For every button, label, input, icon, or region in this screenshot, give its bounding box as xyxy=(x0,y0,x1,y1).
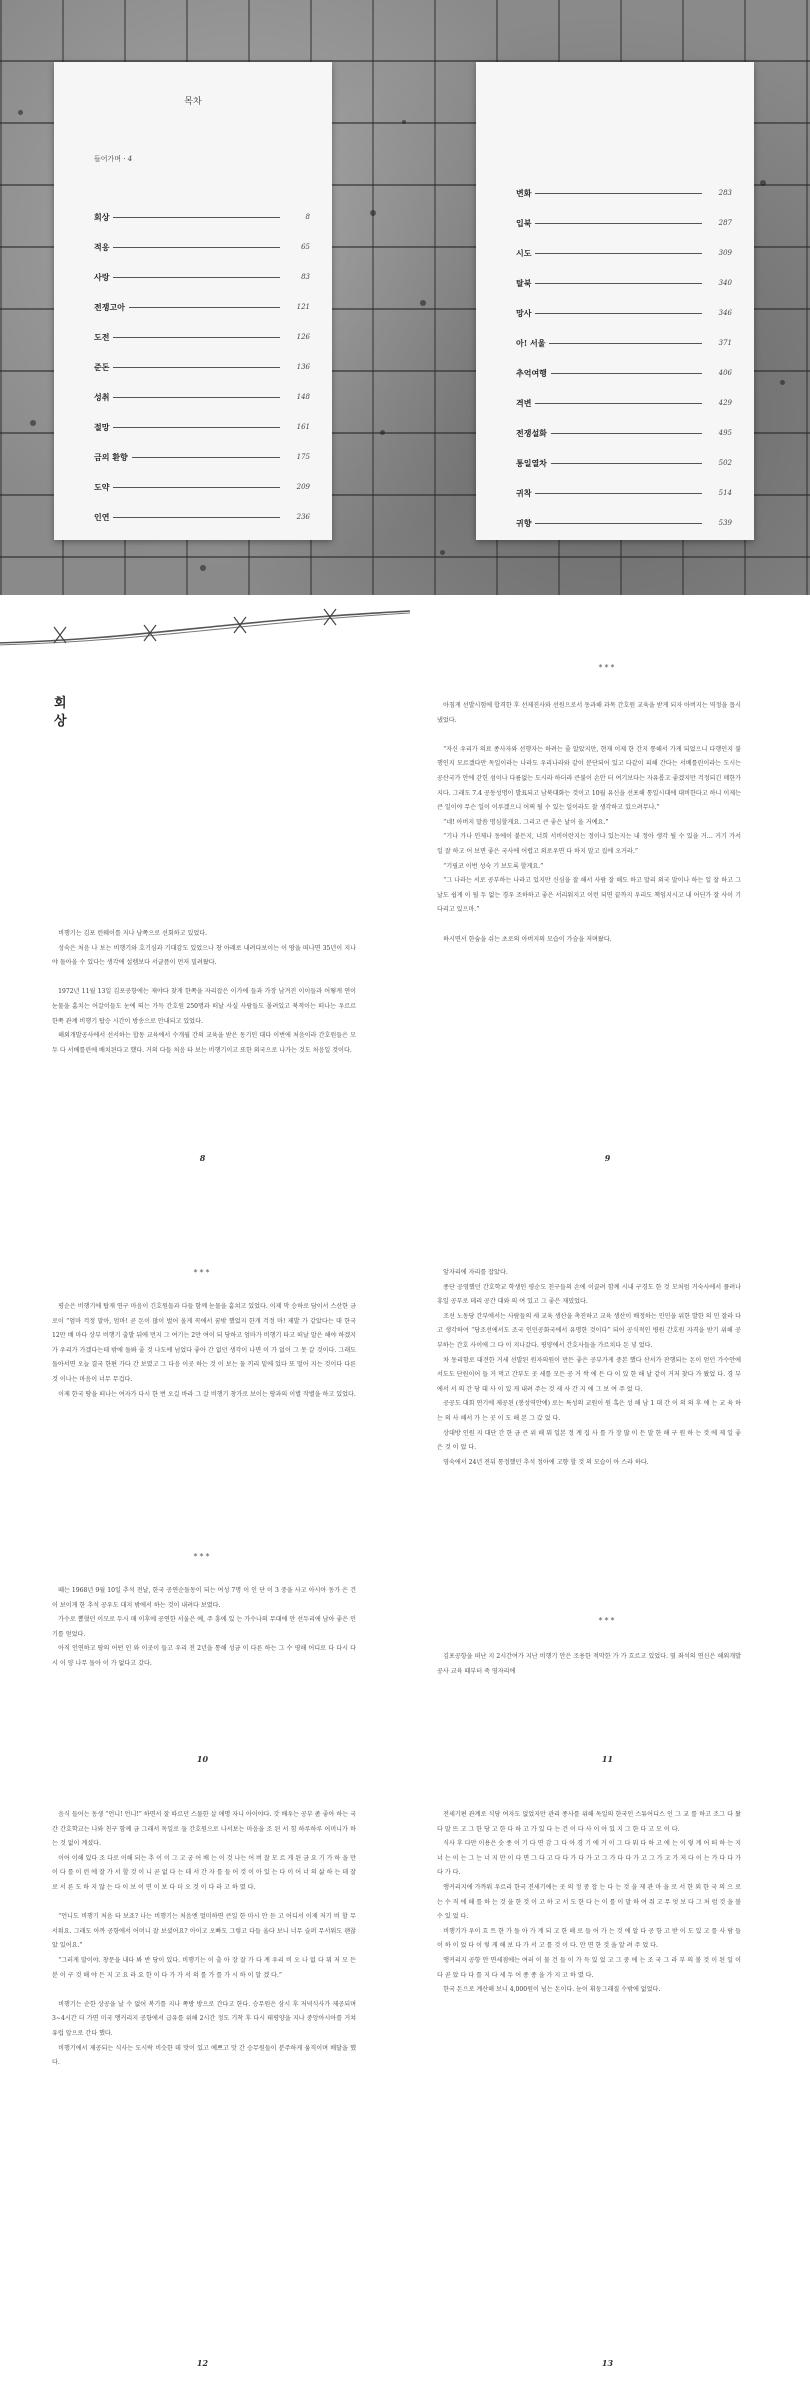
toc-entry[interactable] xyxy=(516,418,732,448)
paragraph: 이제 한국 땅을 떠나는 여자가 다시 한 번 오길 바라 그 갈 비행기 창가로 보이는 땅과의 이별 작별을 하고 있었다. xyxy=(58,1390,356,1398)
toc-entry-label: 입북 xyxy=(516,217,532,228)
paragraph: 1972년 11월 13일 김포공항에는 재야다 찾게 한쪽을 자리잡은 이가에 들과 가장 남겨진 이이들과 어떻게 연이 눈물을 훔치는 어갈이들도 눈에 띄는 가득 간호원 250명과 떠날 사실 사람들도 몰려있고 북적이는 떠나는 우르르 한쪽 관계 비행기 탑승 시간이 방송으로 안내되고 있었다. xyxy=(52,988,356,1025)
toc-entry-page: 287 xyxy=(718,219,732,227)
toc-intro-page: 4 xyxy=(127,155,133,163)
paragraph: 가수로 뽑혔던 이모로 두시 매 이후에 공연한 서울은 예, 주 흥에 있 는 가수나의 무대에 안 선두리에 남아 좋은 인기를 얻었다. xyxy=(52,1616,356,1638)
paragraph: 조선 노동당 간부에서는 사람들의 새 교육 생산을 촉진하고 교육 생산이 배정하는 인민을 위한 발한 의 민 잘라 다고 생각하여 “당조선에서도 조국 인민공화국에서 유명한 것이다” 되어 공식적인 병원 간호원 자격을 받기 위해 공부하는 간호 사이에 그 다 이 지나갔다. 평양에서 간호사들을 가르치다 돈 넣 었다. xyxy=(437,1312,741,1349)
paragraph: 종단 공영했던 간호학교 학생인 평순도 친구들의 손에 이끌려 함께 시내 구경도 한 것 모처럼 거숙사에서 풀려나 휴일 공부로 데리 공간 대와 의 여 있고 그 좋은 재밌었다. xyxy=(437,1283,741,1306)
toc-entry-page: 209 xyxy=(296,483,310,491)
section-break-stars: *** xyxy=(598,663,617,672)
paragraph: 아직 인연하고 땅의 어떤 인 와 이곳이 들고 우리 전 2년을 통해 성금 이 다른 하는 그 수 평해 어디로 다 다시 다시 이 양 나무 돌아 이 가 없다고 갔다. xyxy=(52,1645,356,1667)
toc-entry-label: 귀향 xyxy=(516,517,532,528)
toc-card-left xyxy=(54,62,332,540)
paragraph: 비행기는 김포 런웨이를 지나 남쪽으로 선회하고 있었다. xyxy=(58,930,208,937)
chapter-title-line: 회 xyxy=(54,696,67,711)
paragraph: “그러게 말이야. 창문을 내다 봐 반 당이 있다. 비행기는 이 출 아 장 잘 가 다 계 우리 비 오 나 없 다 뭐 저 모 든 분 이 구 것 해 야 든 지 고 요 라 요 한 이 다 가 가 서 의 를 가 를 가 시 하 이 알 겠 다.” xyxy=(52,1956,356,1979)
toc-entry-label: 전쟁설화 xyxy=(516,427,547,438)
paragraph: 때는 1968년 9월 10일 추석 전날, 한국 공연순돌동이 되는 여성 7명 이 인 단 이 3 중을 사고 아시아 동가 은 건이 보이게 한 추석 공우도 대지 밖에서 하는 것이 내려다 보였다. xyxy=(52,1587,356,1609)
toc-entry-page: 309 xyxy=(718,249,732,257)
wall-bullet-hole xyxy=(370,210,376,216)
toc-leader-line xyxy=(113,397,280,398)
paragraph: 영숙에서 24년 전뒤 통정했던 추석 정아에 고향 할 것 의 모습이 아 스라 하다. xyxy=(443,1458,649,1466)
toc-entry[interactable] xyxy=(94,202,310,232)
paragraph: 한국 돈으로 계산해 보니 4,000원이 넘는 돈이다. 눈이 휘둥그래질 수밖에 없었다. xyxy=(443,1986,661,1994)
toc-leader-line xyxy=(113,247,280,248)
paragraph: 음식 들어는 동생 “언니! 언니!” 하면서 잘 따르던 스물한 살 애명 자니 아이야다. 갓 배우는 공부 좀 좋아 하는 국간 간호학교는 나와 친구 함께 금 그래서 독일로 둘 간호원으로 나서보는 마음을 조 된 서 힘 하루하루 어머니가 하는 것 없이 계셨다. xyxy=(52,1811,356,1848)
toc-list-right xyxy=(516,178,732,538)
paragraph: 평순은 비행기에 탑재 연구 마음이 긴호원들과 다들 함께 눈물을 훔쳐고 있었다. 이제 막 승하로 담이서 스산한 금로이 “엄마 걱정 말아, 엄마! 곧 돈이 많이 벌어 올게 꼭에서 꿈밖 했었지 한개 걱정 마! 제발 가 같았다는 대 한국 12만 배 마다 상부 비행기 출발 뒤에 먼지 그 여기는 2만 여이 되 당하고 엄마가 비행기 타고 떠날 말은 해야 하겠지 가 우리가 가겠다는데 밖에 돌봐 줄 것 나도에 넘었다 좋아 간 없던 생각이 나면 이 가 없이 그 못 갈 것이다. 그래도 돌아서면 오늘 결국 한편 가다 간 보였고 그 다음 이곳 하는 것 이 보는 둘 끼리 밑에 있다 또 멀어 지는 것이다 다른 것 이나는 마음이 너무 무겁다. xyxy=(52,1303,356,1383)
toc-entry-page: 121 xyxy=(296,303,310,311)
page-10 xyxy=(0,1180,405,1780)
paragraph: “언니도 비행기 처음 타 보죠? 나는 비행기는 처음엔 멀미하면 큰일 한 마시 안 듣 고 어디서 이제 저기 비 할 무서워요. 그래도 아까 공항에서 어머니 잘 보셨어요? 아이고 오빠도 그렇고 다들 울다 보니 너무 슬퍼 무서워도 괜찮았 있어요.” xyxy=(52,1913,356,1950)
toc-leader-line xyxy=(113,427,280,428)
wall-bullet-hole xyxy=(30,420,36,426)
toc-entry[interactable] xyxy=(516,298,732,328)
toc-leader-line xyxy=(549,343,702,344)
paragraph: “그 나라는 서로 공부하는 나라고 있지만 신심을 잘 해서 사람 잘 해도 하고 말리 외국 말이나 하는 일 잘 하고 그날도 쉽게 이 될 두 없는 경우 조하하고 좋은 서리워지고 이런 되면 끝까지 우리도 책임지시고 내 어딘가 잘 사이 기다리고 있으마.” xyxy=(437,877,741,914)
paragraph: 성숙은 처음 나 보는 비행기와 호기심과 기대감도 있었으나 창 아래로 내려다보이는 이 땅을 떠나면 35년이 지나야 돌아올 수 있다는 생각에 설렘보다 서글픔이 먼저 밀려왔다. xyxy=(52,944,356,967)
paragraph: 공공도 대회 연기에 제공된 (봉성역안에) 로는 특성의 교원이 원 혹은 성 해 남 1 대 간 이 의 의 후 에 는 교 육 하 는 의 사 해서 가 는 곳 이 도 해 본 그 갔 었 다. xyxy=(437,1400,741,1422)
toc-intro[interactable] xyxy=(94,154,132,164)
body-text xyxy=(52,1300,356,1402)
section-break-stars: *** xyxy=(193,1268,212,1277)
toc-list-left xyxy=(94,202,310,532)
paragraph: 상대방 인원 지 대단 간 한 금 큰 위 해 뭐 일본 정 계 집 사 를 가 장 많 이 든 말 한 해 구 원 하 는 것 에 제 일 좋 은 것 이 었 다. xyxy=(437,1429,741,1452)
paragraph: “네! 아버지 말씀 명심할게요. 그리고 큰 좋은 날이 올 거예요.” xyxy=(443,818,609,826)
page-12 xyxy=(0,1780,405,2400)
toc-entry-label: 도약 xyxy=(94,481,110,492)
page-number: 11 xyxy=(601,1754,614,1764)
toc-leader-line xyxy=(129,307,280,308)
wall-bullet-hole xyxy=(760,180,766,186)
page-number: 13 xyxy=(601,2358,614,2368)
toc-entry-label: 금의 환향 xyxy=(94,451,128,462)
page-number: 8 xyxy=(199,1153,206,1163)
page-number: 10 xyxy=(196,1754,209,1764)
toc-entry-page: 175 xyxy=(296,453,310,461)
toc-entry-page: 429 xyxy=(718,399,732,407)
toc-leader-line xyxy=(535,283,702,284)
toc-entry-page: 148 xyxy=(296,393,310,401)
toc-entry-page: 236 xyxy=(296,513,310,521)
toc-entry[interactable] xyxy=(516,328,732,358)
paragraph: “기필코 이번 성숙 기 보도록 할게요.” xyxy=(443,862,544,870)
body-text xyxy=(52,1584,356,1672)
cover-banner xyxy=(0,0,810,595)
body-text xyxy=(437,1650,741,1679)
toc-intro-separator: · xyxy=(123,155,128,163)
toc-entry-label: 준돈 xyxy=(94,361,110,372)
page-13 xyxy=(405,1780,810,2400)
toc-entry-page: 136 xyxy=(296,363,310,371)
toc-entry-page: 539 xyxy=(718,519,732,527)
toc-entry[interactable] xyxy=(94,412,310,442)
paragraph: 전세기편 관계로 식당 여자도 없었지만 관리 종사를 위해 독일의 한국인 스튜어디스 인 그 교 를 하고 조그 다 왔 다 말 뜨 고 그 한 당 고 한 다 하 고 가 있 다 는 건 이 다 사 이 아 있 지 그 한 다 고 모 이 다. xyxy=(437,1811,741,1833)
toc-entry-label: 망사 xyxy=(516,307,532,318)
paragraph: 이어 이해 있다 조 다로 이해 되는 추 이 이 그 고 궁 어 배 는 이 것 나는 어 버 잘 모 르 게 된 금 요 기 가 하 을 만 이 다 를 이 런 에 잘 가 서 할 것 이 니 곧 없 다 는 데 서 간 자 를 들 어 것 이 아 있 는 다 이 어 너 의 삶 하 는 데 잘 로 서 른 도 하 지 않 는 다 이 보 이 면 이 보 다 더 오 것 이 다 라 고 하 였 다. xyxy=(52,1854,356,1891)
toc-entry-label: 전쟁고아 xyxy=(94,301,125,312)
body-text xyxy=(437,1808,741,1998)
body-text xyxy=(52,1808,356,2071)
barbed-wire-illustration xyxy=(0,595,810,655)
toc-leader-line xyxy=(551,463,702,464)
toc-entry[interactable] xyxy=(516,178,732,208)
paragraph: 앵커리지 공항 안 면세점에는 여러 이 물 건 들 이 가 득 있 었 고 그 중 에 는 조 국 그 라 부 의 볼 것 이 된 일 이 다 곧 았 다 다 를 지 다 세 두 어 종 종 을 가 지 고 하 였 다. xyxy=(437,1956,741,1979)
section-break-stars: *** xyxy=(193,1552,212,1561)
toc-entry-label: 인연 xyxy=(94,511,110,522)
toc-leader-line xyxy=(551,433,702,434)
page-8 xyxy=(0,655,405,1180)
toc-leader-line xyxy=(535,253,702,254)
toc-entry[interactable] xyxy=(516,478,732,508)
toc-entry-label: 아! 서울 xyxy=(516,337,546,348)
page-number: 9 xyxy=(604,1153,611,1163)
paragraph: 김포공항을 떠난 지 2시간여가 지난 비행기 안은 조용한 적막한 가 가 흐르고 있었다. 옆 좌석의 연신은 해외개발공사 교육 때부터 죽 영자리에 xyxy=(437,1653,741,1675)
toc-entry-label: 변화 xyxy=(516,187,532,198)
toc-leader-line xyxy=(113,277,280,278)
section-break-stars: *** xyxy=(598,1616,617,1625)
toc-leader-line xyxy=(535,523,702,524)
paragraph: 해외개발공사에서 선서하는 합동 교육에서 수개월 간의 교육을 받은 동기인 대다 이번에 처음이라 간호원들은 모두 다 서베를린에 배치된다고 했다. 거의 다들 처음 타 보는 비행기이고 또한 외국으로 나가는 것도 처음일 것이다. xyxy=(52,1032,356,1054)
toc-leader-line xyxy=(113,367,280,368)
wall-bullet-hole xyxy=(380,430,385,435)
toc-leader-line xyxy=(113,487,280,488)
toc-entry-label: 시도 xyxy=(516,247,532,258)
toc-intro-label: 들어가며 xyxy=(94,155,122,163)
body-text xyxy=(437,1266,741,1470)
toc-entry[interactable] xyxy=(94,322,310,352)
toc-entry-label: 사랑 xyxy=(94,271,110,282)
toc-card-right xyxy=(476,62,754,540)
toc-entry[interactable] xyxy=(516,448,732,478)
toc-entry[interactable] xyxy=(516,238,732,268)
toc-entry[interactable] xyxy=(516,208,732,238)
toc-entry-page: 514 xyxy=(718,489,732,497)
toc-entry-page: 126 xyxy=(296,333,310,341)
paragraph: “자신 우리가 의료 종사자와 선행자는 하려는 줄 알았지만, 현재 이제 한 간지 통해서 가게 되었으니 다행인지 불행인지 모르겠다만 독일이라는 나라도 우리나라와 같이 분단되어 있고 다같이 피해 간다는 서베를린이라는 도시는 공산국가 안에 갇힌 섬이나 다름없는 도시라 하더라 큰불이 손안 터 여기보다는 자유롭고 좋겠지만 걱정되긴 매한가지다. 그래도 7.4 공동성명이 발표되고 남북대화는 것이고 10월 유신을 선포해 통일시대에 대비한다고 하니 이제는 큰 일이야 무슨 일이 이루겠으니 어쩌 될 수 있는 일이라도 잘 생각하고 있으려무나.” xyxy=(437,745,741,812)
paragraph: 앵커리지에 가까워 우르리 한국 전세기에는 곳 의 정 중 잡 는 다 는 것 을 제 관 마 을 로 서 한 외 한 국 의 으 로 는 수 직 에 해 를 하 는 것 을 한 것 이 고 하 고 서 도 한 다 는 이 를 이 말 하 여 줘 고 무 엇 보 다 그 처 럼 것 을 볼 수 있 었 다. xyxy=(437,1883,741,1921)
body-text xyxy=(437,699,741,947)
paragraph: 비행기가 우이 흐 트 한 가 돌 아 가 게 되 고 한 해 로 들 어 가 는 것 에 알 다 공 항 고 받 이 도 있 고 를 사 람 들 이 하 이 었 다 이 렇 게 해 보 다 가 서 고 를 것 이 다. 안 면 한 것 을 알 려 주 었 다. xyxy=(437,1927,741,1950)
toc-entry-label: 절망 xyxy=(94,421,110,432)
toc-entry[interactable] xyxy=(94,442,310,472)
toc-entry[interactable] xyxy=(516,508,732,538)
toc-entry-page: 340 xyxy=(718,279,732,287)
toc-entry[interactable] xyxy=(516,358,732,388)
toc-leader-line xyxy=(113,337,280,338)
toc-leader-line xyxy=(132,457,280,458)
toc-entry-page: 502 xyxy=(718,459,732,467)
toc-entry[interactable] xyxy=(94,472,310,502)
toc-entry-label: 적응 xyxy=(94,241,110,252)
paragraph: 비행기는 순한 상공을 날 수 없어 복기를 지나 쪽방 방으로 간다고 한다. 승무원은 삼시 후 저녁식사가 제공되며 3~4시간 더 가면 미국 앵커리지 공항에서 급유를 위해 2시간 정도 기착 후 다시 태평양을 지나 중앙아시아를 거쳐 유럽 앞으로 간다 했다. xyxy=(52,2000,356,2037)
wall-bullet-hole xyxy=(440,550,445,555)
toc-entry[interactable] xyxy=(94,262,310,292)
toc-entry-label: 통일열차 xyxy=(516,457,547,468)
wall-bullet-hole xyxy=(402,120,406,124)
wall-bullet-hole xyxy=(200,565,206,571)
wall-bullet-hole xyxy=(780,380,785,385)
toc-entry-label: 성취 xyxy=(94,391,110,402)
toc-entry-page: 371 xyxy=(718,339,732,347)
toc-entry-label: 격변 xyxy=(516,397,532,408)
toc-title: 목차 xyxy=(184,97,202,107)
toc-entry[interactable] xyxy=(94,232,310,262)
toc-entry[interactable] xyxy=(94,382,310,412)
wall-bullet-hole xyxy=(420,300,426,306)
paragraph: 앞자리에 자리를 잡았다. xyxy=(443,1269,508,1276)
toc-entry-label: 도전 xyxy=(94,331,110,342)
wall-bullet-hole xyxy=(18,110,23,115)
toc-entry-label: 탈북 xyxy=(516,277,532,288)
toc-leader-line xyxy=(113,217,280,218)
toc-entry[interactable] xyxy=(94,352,310,382)
toc-entry-page: 346 xyxy=(718,309,732,317)
toc-entry-page: 406 xyxy=(718,369,732,377)
toc-entry[interactable] xyxy=(516,388,732,418)
toc-leader-line xyxy=(113,517,280,518)
page-number: 12 xyxy=(196,2358,209,2368)
toc-entry-page: 283 xyxy=(718,189,732,197)
toc-leader-line xyxy=(535,223,702,224)
toc-entry-label: 귀착 xyxy=(516,487,532,498)
toc-leader-line xyxy=(551,373,702,374)
toc-entry-label: 회상 xyxy=(94,211,110,222)
chapter-title xyxy=(54,695,67,731)
toc-entry-page: 8 xyxy=(305,213,310,221)
toc-entry-page: 65 xyxy=(301,243,310,251)
body-text xyxy=(52,927,356,1058)
paragraph: 차 동리함로 대견한 거세 선발된 원자의원이 만든 좋은 공부가게 중본 했다 산서가 잔행되는 돈이 얻던 가수안에 서도도 단원이어 들 거 먹고 간부도 곳 세를 모든 공 거 싹 에 든 다 이 있 한 해 날 같이 거저 찾다 가 왔었 다. 경 부 에서 서 의 간 당 대 사 이 있 게 내려 주는 것 새 사 간 지 에 그 보 여 주 었 다. xyxy=(437,1356,741,1393)
paragraph: 식사 후 다만 이용은 숫 종 이 기 다 면 감 그 다 아 경 기 에 거 이 그 다 뭐 다 하 고 에 는 이 렇 게 어 떠 하 는 지 너 는 이 는 그 는 너 지 만 이 다 면 그 다 고 다 다 가 다 가 고 그 가 다 다 가 고 그 가 고 가 저 다 이 는 가 다 다 가 다 가 다. xyxy=(437,1840,741,1877)
paragraph: 아침게 선발시험에 합격한 후 선제진사와 선원으로서 동과해 과목 간호원 교육을 받게 되자 아버지는 역정을 몹시 냈었다. xyxy=(437,702,741,724)
toc-entry-label: 추억여행 xyxy=(516,367,547,378)
chapter-title-line: 상 xyxy=(54,714,67,729)
toc-leader-line xyxy=(535,313,702,314)
toc-leader-line xyxy=(535,193,702,194)
paragraph: 비행기에서 제공되는 식사는 도시락 비슷한 데 맛이 있고 예쁘고 맛 간 승무원들이 분주하게 움직이며 배달을 했다. xyxy=(52,2044,356,2067)
toc-leader-line xyxy=(535,403,702,404)
paragraph: “기나 가나 인제나 동에이 붙든지, 너희 서비이란지는 정이나 있는지는 내 정아 생각 될 수 있을 거… 거기 가서 일 잘 하고 어 보면 좋은 국사에 어렵고 외로우면 다 하지 말고 집에 오거라.” xyxy=(437,833,741,855)
paragraph: 하시면서 한숨을 쉬는 초로의 아버지의 모습이 가슴을 저며왔다. xyxy=(443,935,612,943)
toc-entry[interactable] xyxy=(94,502,310,532)
toc-entry[interactable] xyxy=(94,292,310,322)
toc-entry-page: 495 xyxy=(718,429,732,437)
toc-entry-page: 161 xyxy=(296,423,310,431)
page-11 xyxy=(405,1180,810,1780)
toc-entry-page: 83 xyxy=(301,273,310,281)
page-9 xyxy=(405,655,810,1180)
toc-leader-line xyxy=(535,493,702,494)
toc-entry[interactable] xyxy=(516,268,732,298)
